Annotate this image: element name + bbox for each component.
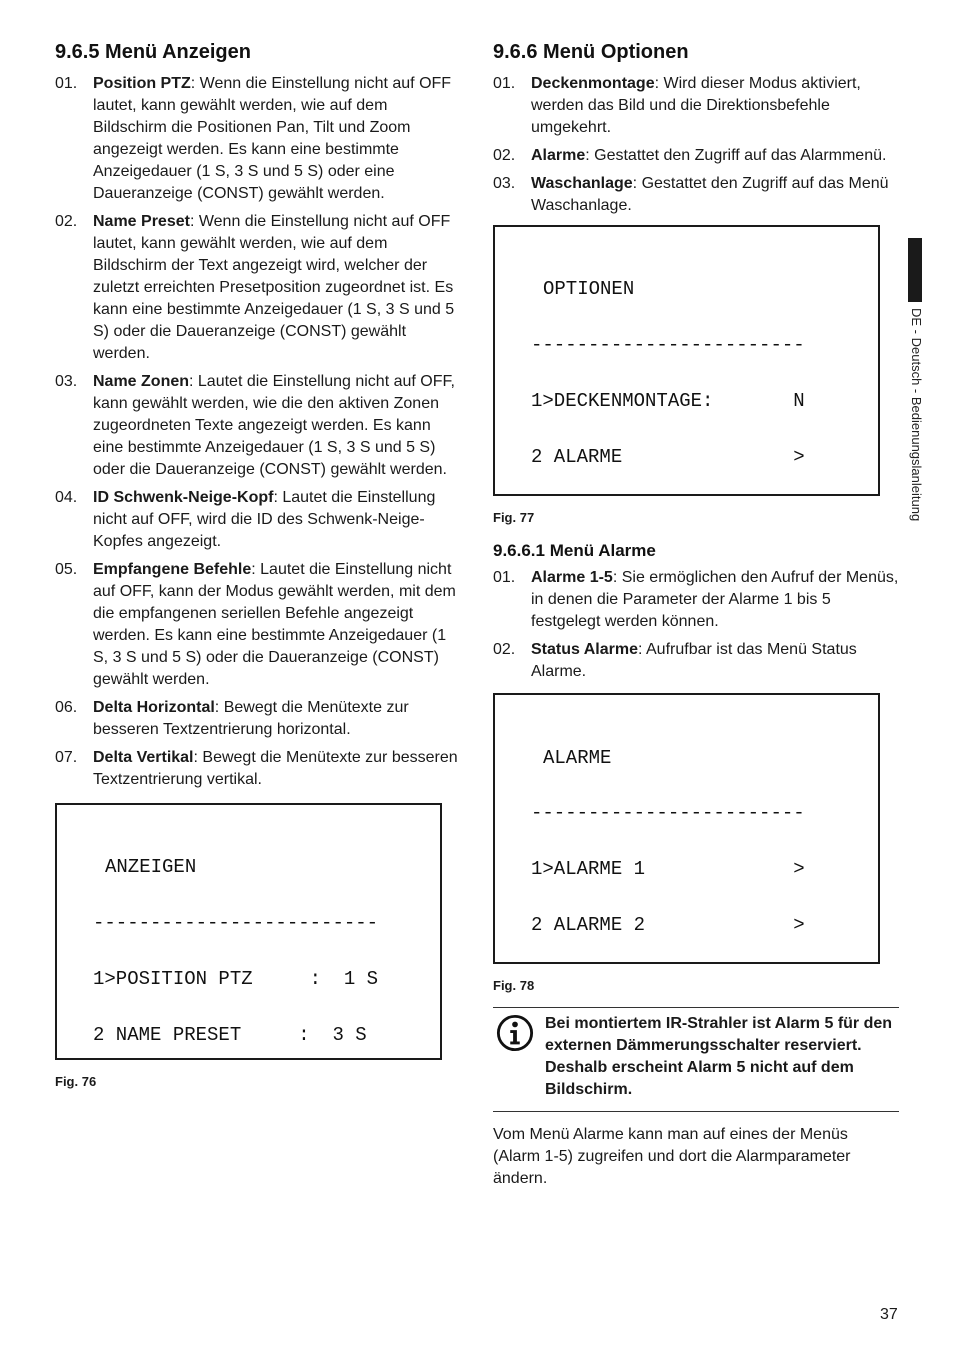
item-text: : Gestattet den Zugriff auf das Menü Waschanlage.: [531, 175, 889, 214]
figure-caption: Fig. 78: [493, 978, 535, 994]
item-term: Delta Vertikal: [93, 749, 194, 766]
list-item: [55, 747, 460, 791]
item-term: Alarme 1-5: [531, 569, 613, 587]
item-term: Name Preset: [93, 213, 190, 230]
item-text: : Wird dieser Modus aktiviert, werden das Bild und die Direktionsbefehle umgekehrt.: [531, 75, 861, 136]
item-text: : Bewegt die Menütexte zur besseren Textzentrierung horizontal.: [93, 699, 409, 738]
info-note: [493, 1007, 899, 1112]
list-item: [55, 697, 460, 741]
item-number: 05.: [55, 561, 78, 578]
item-number: 07.: [55, 749, 78, 766]
info-icon: [496, 1014, 534, 1052]
item-term: Name Zonen: [93, 373, 190, 390]
item-number: 02.: [55, 213, 78, 230]
sidebar-label: DE - Deutsch - Bedienungslanleitung: [909, 308, 924, 522]
menu-line: 1>ALARME 1 >: [531, 858, 805, 881]
item-number: 03.: [55, 373, 78, 390]
alarme-menu-screen: [493, 693, 880, 964]
item-number: 02.: [493, 641, 516, 659]
item-number: 01.: [55, 75, 78, 92]
menu-line: 1>DECKENMONTAGE: N: [531, 389, 805, 412]
anzeigen-list: [55, 73, 460, 791]
item-term: Empfangene Befehle: [93, 561, 252, 578]
list-item: [493, 73, 899, 139]
section-heading-anzeigen: 9.6.5 Menü Anzeigen: [55, 41, 251, 63]
optionen-list: [493, 73, 899, 217]
item-number: 01.: [493, 75, 516, 92]
screen-separator: ------------------------: [531, 802, 805, 825]
item-text: : Lautet die Einstellung nicht auf OFF, kann der Modus gewählt werden, mit dem die empfangenen seriellen Befehle angezeigt werden. Es kann eine bestimmte Anzeigedauer (1 S, 3 S und 5 S) oder die Daueranzeige (CONST) gewählt werden.: [93, 561, 456, 688]
screen-title: ALARME: [543, 746, 612, 769]
list-item: [55, 559, 460, 691]
item-term: Status Alarme: [531, 641, 638, 659]
item-text: : Bewegt die Menütexte zur besseren Textzentrierung vertikal.: [93, 749, 458, 788]
item-text: : Gestattet den Zugriff auf das Alarmmenü.: [585, 147, 887, 164]
menu-line: 2 ALARME >: [531, 445, 805, 468]
right-column: [493, 40, 899, 1190]
item-number: 04.: [55, 489, 78, 506]
item-number: 01.: [493, 569, 516, 587]
list-item: [493, 567, 899, 633]
anzeigen-menu-screen: [55, 803, 442, 1060]
note-text: Bei montiertem IR-Strahler ist Alarm 5 für den externen Dämmerungsschalter reserviert. Deshalb erscheint Alarm 5 nicht auf dem Bildschirm.: [545, 1015, 893, 1099]
item-text: : Sie ermöglichen den Aufruf der Menüs, in denen die Parameter der Alarme 1 bis 5 festgelegt werden können.: [531, 569, 899, 631]
subsection-heading-alarme: 9.6.6.1 Menü Alarme: [493, 541, 656, 560]
body-paragraph: Vom Menü Alarme kann man auf eines der Menüs (Alarm 1-5) zugreifen und dort die Alarmparameter ändern.: [493, 1126, 851, 1188]
figure-caption: Fig. 77: [493, 510, 535, 525]
list-item: [493, 145, 899, 167]
left-column: [55, 40, 460, 1089]
figure-caption: Fig. 76: [55, 1074, 97, 1089]
sidebar-tab-marker: [908, 238, 922, 302]
list-item: [55, 211, 460, 365]
item-text: : Lautet die Einstellung nicht auf OFF, kann gewählt werden, wie die den aktiven Zonen zugeordneten Texte angezeigt werden. Es kann eine bestimmte Anzeigedauer (1 S, 3 S und 5 S) oder die Daueranzeige (CONST) gewählt werden.: [93, 373, 455, 478]
page-number: 37: [880, 1306, 898, 1323]
screen-title: OPTIONEN: [543, 278, 635, 301]
menu-line: 2 ALARME 2 >: [531, 913, 805, 936]
item-text: : Wenn die Einstellung nicht auf OFF lautet, kann gewählt werden, wie auf dem Bildschirm der Text angezeigt wird, welcher der zuletzt erreichten Presetposition zugeordnet ist. Es kann eine bestimmte Anzeigedauer (1 S, 3 S und 5 S) oder die Daueranzeige (CONST) gewählt werden.: [93, 213, 455, 362]
item-term: Alarme: [531, 147, 586, 164]
item-term: Waschanlage: [531, 175, 633, 192]
screen-separator: ------------------------: [531, 333, 805, 356]
menu-line: 1>POSITION PTZ : 1 S: [93, 967, 379, 990]
list-item: [493, 173, 899, 217]
menu-line: 2 NAME PRESET : 3 S: [93, 1023, 367, 1046]
list-item: [55, 487, 460, 553]
list-item: [493, 639, 899, 683]
list-item: [55, 73, 460, 205]
item-number: 06.: [55, 699, 78, 716]
item-term: Delta Horizontal: [93, 699, 215, 716]
section-heading-optionen: 9.6.6 Menü Optionen: [493, 41, 689, 63]
optionen-menu-screen: [493, 225, 880, 496]
item-term: ID Schwenk-Neige-Kopf: [93, 489, 274, 506]
screen-title: ANZEIGEN: [105, 856, 197, 879]
alarme-list: [493, 567, 899, 683]
item-text: : Lautet die Einstellung nicht auf OFF, wird die ID des Schwenk-Neige-Kopfes angezeigt.: [93, 489, 436, 550]
item-number: 02.: [493, 147, 516, 164]
item-number: 03.: [493, 175, 516, 192]
list-item: [55, 371, 460, 481]
screen-separator: -------------------------: [93, 911, 379, 934]
item-text: : Wenn die Einstellung nicht auf OFF lautet, kann gewählt werden, wie auf dem Bildschirm die Positionen Pan, Tilt und Zoom angezeigt werden. Es kann eine bestimmte Anzeigedauer (1 S, 3 S und 5 S) oder eine Daueranzeige (CONST) gewählt werden.: [93, 75, 452, 202]
item-text: : Aufrufbar ist das Menü Status Alarme.: [531, 641, 857, 681]
item-term: Position PTZ: [93, 75, 191, 92]
item-term: Deckenmontage: [531, 75, 655, 92]
